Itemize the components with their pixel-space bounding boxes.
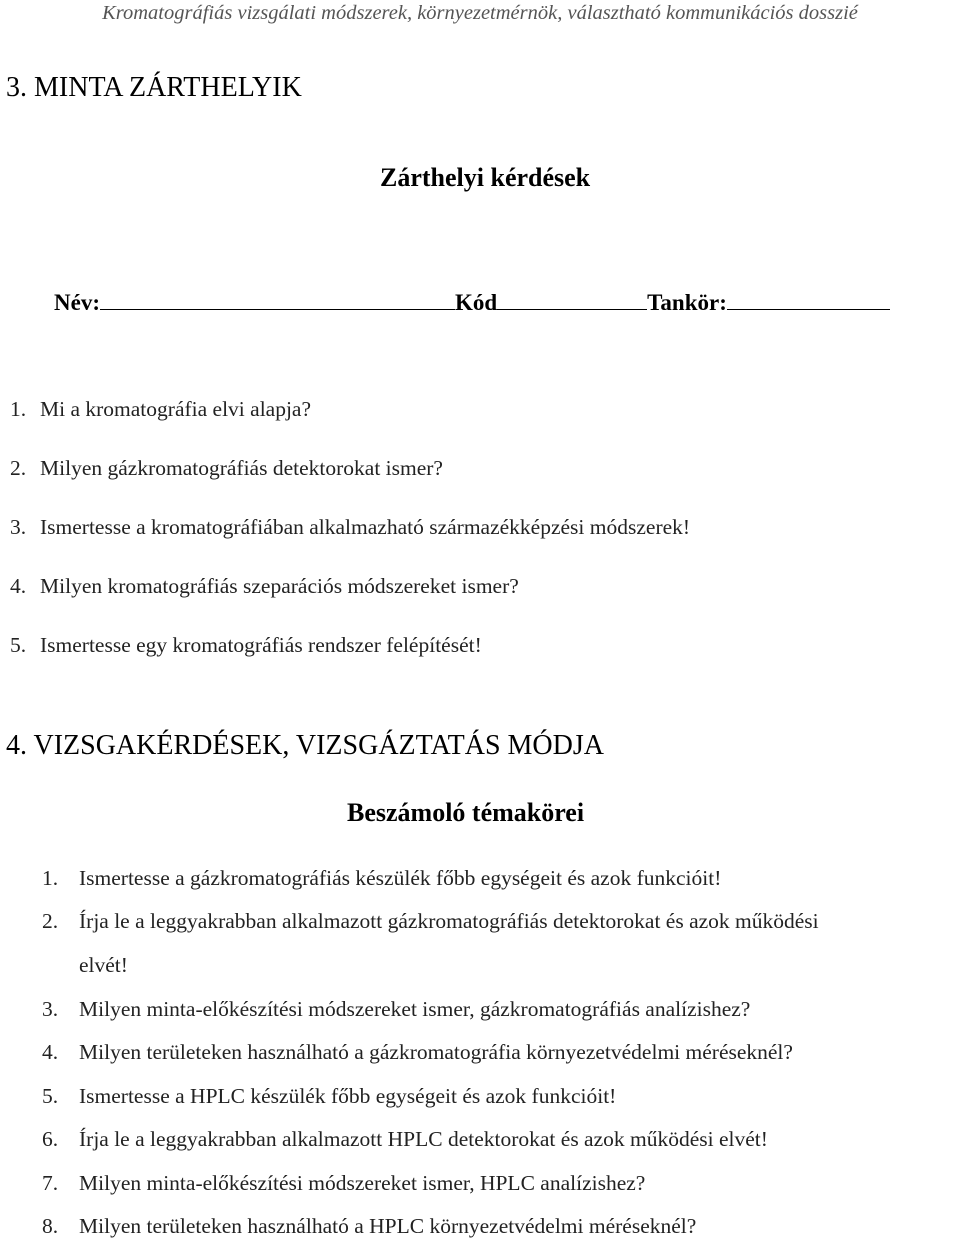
name-blank-line[interactable] bbox=[100, 285, 455, 310]
group-label: Tankör: bbox=[647, 290, 727, 315]
exam-topic: 7. Milyen minta-előkészítési módszereket ismer, HPLC analízishez? bbox=[42, 1171, 646, 1195]
exam-topic: 2. Írja le a leggyakrabban alkalmazott gázkromatográfiás detektorokat és azok működési bbox=[42, 909, 819, 933]
exam-topic: 6. Írja le a leggyakrabban alkalmazott HPLC detektorokat és azok működési elvét! bbox=[42, 1127, 768, 1151]
section-3-subtitle: Zárthelyi kérdések bbox=[380, 163, 591, 192]
exam-question: 1. Mi a kromatográfia elvi alapja? bbox=[10, 397, 312, 421]
exam-topic: 8. Milyen területeken használható a HPLC környezetvédelmi méréseknél? bbox=[42, 1214, 697, 1238]
exam-question: 4. Milyen kromatográfiás szeparációs módszereket ismer? bbox=[10, 574, 519, 598]
section-4-subtitle: Beszámoló témakörei bbox=[347, 798, 585, 827]
exam-topic: 1. Ismertesse a gázkromatográfiás készülék főbb egységeit és azok funkcióit! bbox=[42, 866, 722, 890]
running-header: Kromatográfiás vizsgálati módszerek, környezetmérnök, választható kommunikációs dosszié bbox=[102, 2, 858, 24]
name-label: Név: bbox=[54, 290, 100, 315]
exam-question: 3. Ismertesse a kromatográfiában alkalmazható származékképzési módszerek! bbox=[10, 515, 691, 539]
student-info-form bbox=[54, 285, 890, 316]
group-blank-line[interactable] bbox=[727, 285, 890, 310]
exam-question: 5. Ismertesse egy kromatográfiás rendszer felépítését! bbox=[10, 633, 482, 657]
exam-topic: 5. Ismertesse a HPLC készülék főbb egységeit és azok funkcióit! bbox=[42, 1084, 617, 1108]
exam-topic: 3. Milyen minta-előkészítési módszereket ismer, gázkromatográfiás analízishez? bbox=[42, 997, 751, 1021]
exam-question: 2. Milyen gázkromatográfiás detektorokat ismer? bbox=[10, 456, 443, 480]
section-3-title: 3. MINTA ZÁRTHELYIK bbox=[6, 72, 302, 103]
exam-topic: 4. Milyen területeken használható a gázkromatográfia környezetvédelmi méréseknél? bbox=[42, 1040, 793, 1064]
section-4-title: 4. VIZSGAKÉRDÉSEK, VIZSGÁZTATÁS MÓDJA bbox=[6, 730, 604, 761]
code-label: Kód bbox=[454, 290, 498, 315]
exam-topic-continuation: elvét! bbox=[79, 953, 128, 977]
code-blank-line[interactable] bbox=[497, 285, 647, 310]
